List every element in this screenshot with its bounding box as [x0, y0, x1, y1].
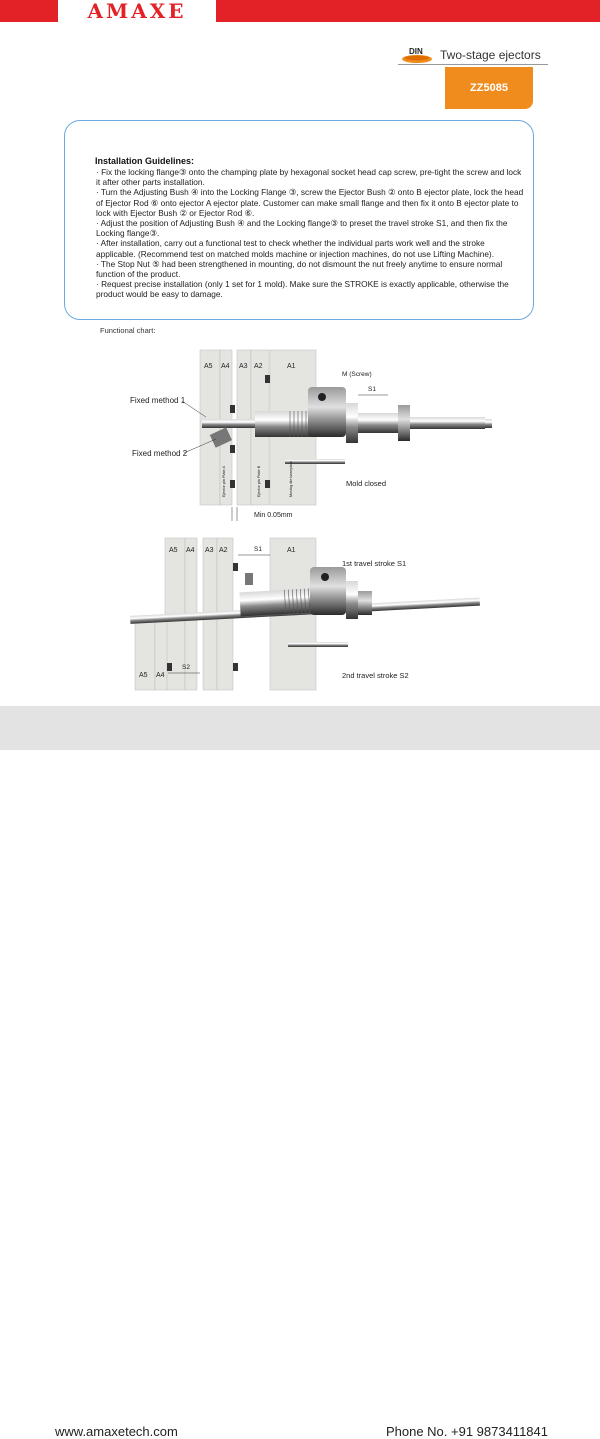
guideline-item: · Fix the locking flange③ onto the champing plate by hexagonal socket head cap screw, pre-tight the screw and lock it after other parts installation. [96, 167, 522, 188]
bottom-stop-nut [346, 581, 358, 619]
top-rod-head [398, 405, 410, 441]
bottom-plate-label: A1 [287, 547, 296, 554]
guideline-item: · After installation, carry out a functional test to check whether the individual parts work well and the stroke applicable. (Recommend test on matched molds machine or injection machines, do not use Lifting Machine). [96, 238, 494, 259]
guidelines-list [96, 167, 524, 300]
functional-chart-caption: Functional chart: [100, 326, 156, 335]
min-gap-label: Min 0.05mm [254, 512, 293, 519]
website-link[interactable]: www.amaxetech.com [55, 1424, 178, 1439]
bottom-adjusting-bush [310, 567, 346, 615]
functional-chart-diagram [120, 345, 520, 700]
brand-logo [58, 0, 216, 22]
plate-a4-low [155, 620, 167, 690]
series-title: Two-stage ejectors [440, 48, 541, 62]
first-stroke-label: 1st travel stroke S1 [342, 559, 407, 568]
bottom-plate-label: A4 [186, 547, 195, 554]
bottom-low-plate-label: A5 [139, 672, 148, 679]
bottom-screw-hole [321, 573, 329, 581]
top-stop-nut [346, 403, 358, 443]
guideline-item: · Request precise installation (only 1 set for 1 mold). Make sure the STROKE is exactly applicable, otherwise the product would be easy to damage. [96, 279, 509, 300]
footer-bar [0, 706, 600, 1439]
bottom-s1-label: S1 [254, 546, 262, 553]
logo-text: AMAXE [87, 0, 187, 23]
top-s1-label: S1 [368, 386, 376, 393]
top-adjusting-bush [308, 387, 346, 437]
top-screw-hole [318, 393, 326, 401]
top-plate-label: A2 [254, 363, 263, 370]
bottom-low-plate-label: A4 [156, 672, 165, 679]
top-plate-label: A3 [239, 363, 248, 370]
moving-baseplate-label: Moving die baseplate [289, 461, 293, 497]
plate-b-label: Ejector pin Plate B [257, 465, 261, 497]
din-badge-text: DIN [409, 47, 423, 56]
model-number: ZZ5085 [470, 82, 508, 94]
fixed-method-2-label: Fixed method 2 [132, 449, 188, 458]
plate-a-label: Ejector pin Plate A [222, 465, 226, 497]
top-rod-tail [410, 417, 485, 429]
bottom-rod-head [358, 591, 372, 615]
mold-closed-label: Mold closed [346, 479, 387, 488]
model-tab [445, 67, 533, 109]
bottom-lower-pin [288, 642, 348, 647]
plate-a5-low [135, 620, 155, 690]
second-stroke-label: 2nd travel stroke S2 [342, 671, 409, 680]
top-plate-label: A4 [221, 363, 230, 370]
top-lower-pin [285, 459, 345, 464]
top-ejector-bush [358, 413, 398, 433]
bottom-plate-label: A5 [169, 547, 178, 554]
guidelines-title: Installation Guidelines: [95, 156, 195, 166]
screw-label: M (Screw) [342, 371, 372, 378]
top-brand-bar [0, 0, 600, 22]
bottom-diagram [130, 538, 480, 690]
top-diagram [130, 350, 492, 521]
top-plate-label: A1 [287, 363, 296, 370]
fixed-method-1-label: Fixed method 1 [130, 396, 186, 405]
phone-number: Phone No. +91 9873411841 [385, 1424, 548, 1439]
guideline-item: · Adjust the position of Adjusting Bush ④ and the Locking flange③ to preset the travel stroke S1, and then fix the Locking flange③. [96, 218, 508, 239]
bottom-s2-label: S2 [182, 664, 190, 671]
top-plate-label: A5 [204, 363, 213, 370]
bottom-plate-label: A2 [219, 547, 228, 554]
series-divider [398, 64, 548, 65]
guideline-item: · Turn the Adjusting Bush ④ into the Locking Flange ③, screw the Ejector Bush ② onto B ejector plate, lock the head of Ejector Rod ⑥ onto ejector A ejector plate. Customer can make small flange and then fix it onto B ejector plate to lock with Ejector Bush ② or Ejector Rod ⑥. [96, 187, 524, 218]
guideline-item: · The Stop Nut ⑤ had been strengthened in mounting, do not dismount the nut freely anytime to ensure normal function of the product. [96, 258, 503, 280]
bottom-plate-label: A3 [205, 547, 214, 554]
